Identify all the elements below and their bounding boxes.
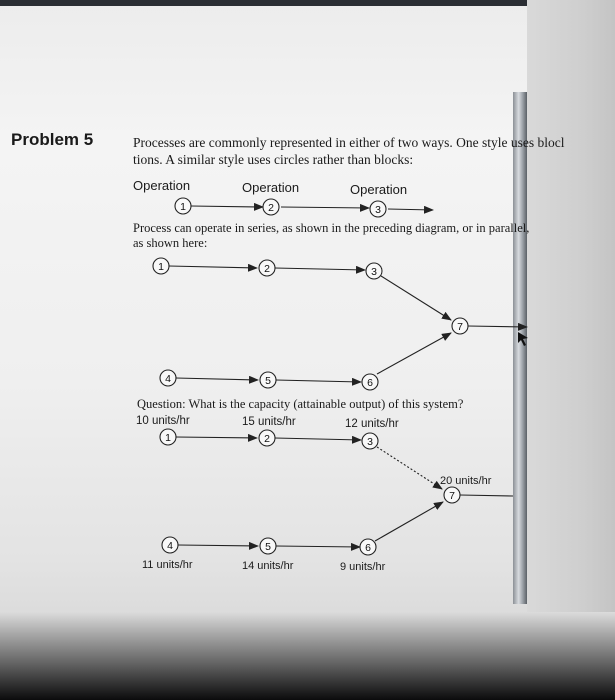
- operation-label-1: Operation: [133, 178, 191, 193]
- capacity-node-6-label: 6: [365, 542, 371, 554]
- capacity-arrow-2-3: [275, 438, 361, 440]
- rate-op-4: 11 units/hr: [142, 559, 193, 571]
- operation-label-3: Operation: [350, 182, 408, 197]
- parallel-arrow-3-7: [381, 276, 451, 320]
- capacity-diagram: [176, 437, 513, 547]
- parallel-arrow-2-3: [275, 268, 365, 270]
- parallel-node-4-label: 4: [165, 373, 171, 385]
- parallel-arrow-4-5: [176, 378, 258, 380]
- rate-op-2: 15 units/hr: [242, 416, 296, 428]
- capacity-node-1-label: 1: [165, 432, 171, 444]
- capacity-arrow-1-2: [176, 437, 257, 438]
- parallel-node-1-label: 1: [158, 261, 164, 273]
- rate-op-1: 10 units/hr: [136, 415, 190, 427]
- question-text: Question: What is the capacity (attainable output) of this system?: [137, 397, 464, 411]
- intro-line-1: Processes are commonly represented in either of two ways. One style uses blocl: [133, 135, 565, 150]
- series-arrow-2-3: [281, 207, 369, 208]
- rate-op-5: 14 units/hr: [242, 560, 294, 572]
- problem-heading: Problem 5: [11, 130, 94, 149]
- cursor-icon: [518, 332, 528, 346]
- series-node-1-label: 1: [180, 201, 186, 213]
- capacity-arrow-4-5: [178, 545, 258, 546]
- capacity-arrow-3-7: [377, 447, 442, 489]
- parallel-arrow-1-2: [169, 266, 257, 268]
- capacity-node-2-label: 2: [264, 433, 270, 445]
- intro-line-2: tions. A similar style uses circles rather than blocks:: [133, 152, 414, 167]
- capacity-node-3-label: 3: [367, 436, 373, 448]
- parallel-node-3-label: 3: [371, 266, 377, 278]
- rate-op-6: 9 units/hr: [340, 561, 386, 573]
- rate-op-3: 12 units/hr: [345, 418, 399, 430]
- parallel-diagram: [169, 266, 527, 382]
- series-text-line-1: Process can operate in series, as shown in the preceding diagram, or in parallel,: [133, 221, 530, 235]
- capacity-node-4-label: 4: [167, 540, 173, 552]
- rate-op-7: 20 units/hr: [440, 475, 492, 487]
- parallel-node-5-label: 5: [265, 375, 271, 387]
- parallel-arrow-6-7: [377, 333, 451, 374]
- series-arrow-out: [388, 209, 433, 210]
- parallel-node-7-label: 7: [457, 321, 463, 333]
- parallel-arrow-5-6: [276, 380, 361, 382]
- capacity-arrow-5-6: [276, 546, 360, 547]
- capacity-nodes: [160, 429, 460, 555]
- operation-label-2: Operation: [242, 180, 300, 195]
- parallel-node-2-label: 2: [264, 263, 270, 275]
- series-node-3-label: 3: [375, 204, 381, 216]
- parallel-node-6-label: 6: [367, 377, 373, 389]
- capacity-arrow-6-7: [375, 502, 443, 541]
- series-node-2-label: 2: [268, 202, 274, 214]
- parallel-nodes: [153, 258, 468, 390]
- series-diagram: [191, 206, 433, 210]
- capacity-node-5-label: 5: [265, 541, 271, 553]
- capacity-line-out: [460, 495, 513, 496]
- series-text-line-2: as shown here:: [133, 236, 208, 250]
- parallel-arrow-out: [468, 326, 527, 327]
- capacity-node-7-label: 7: [449, 490, 455, 502]
- series-arrow-1-2: [191, 206, 263, 207]
